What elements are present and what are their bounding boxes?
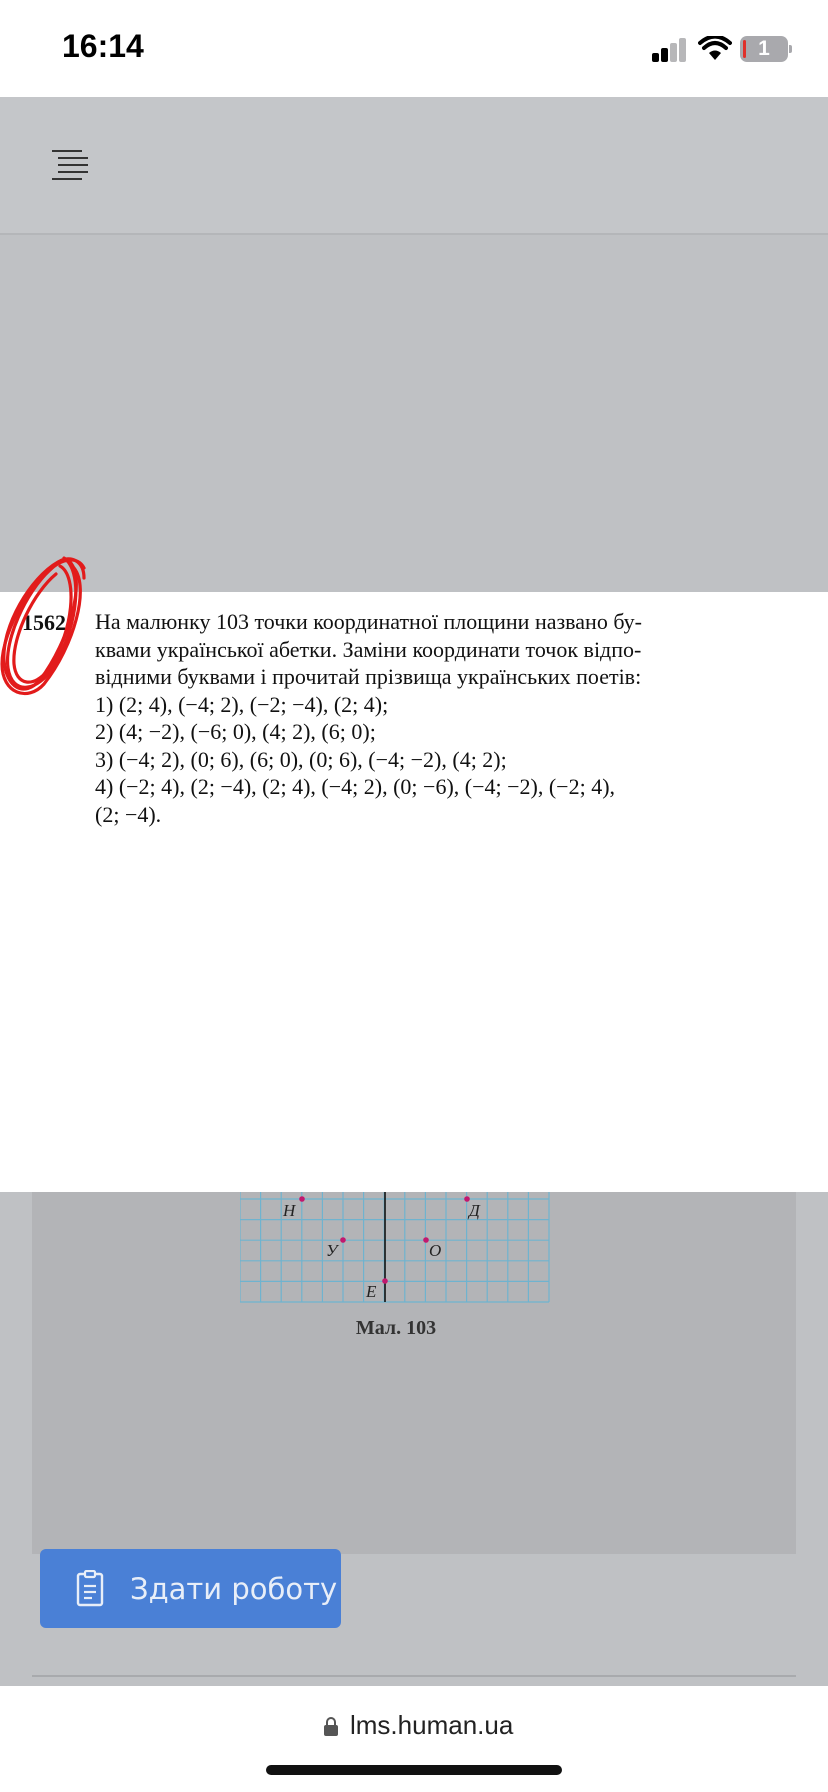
coordinate-grid (240, 1192, 552, 1304)
point-o (423, 1237, 429, 1243)
submit-work-button[interactable] (40, 1549, 341, 1628)
point-label-e: Е (366, 1282, 377, 1301)
menu-icon[interactable] (52, 150, 88, 180)
lock-icon (323, 1716, 339, 1736)
problem-text (95, 608, 779, 828)
point-n (299, 1196, 305, 1202)
battery-icon (740, 36, 792, 62)
problem-line: квами української абетки. Заміни координати точок відпо- (95, 636, 642, 662)
problem-line: (2; −4). (95, 801, 162, 827)
submit-label: Здати роботу (130, 1572, 338, 1606)
wifi-icon (698, 36, 732, 62)
problem-line: 3) (−4; 2), (0; 6), (6; 0), (0; 6), (−4; −2), (4; 2); (95, 746, 507, 772)
red-circle-annotation (0, 548, 94, 698)
point-label-n: Н (283, 1201, 296, 1220)
point-label-o: О (429, 1241, 442, 1260)
status-time: 16:14 (62, 28, 144, 64)
figure-caption: Мал. 103 (355, 1317, 437, 1339)
point-u (340, 1237, 346, 1243)
problem-line: 4) (−2; 4), (2; −4), (2; 4), (−4; 2), (0; −6), (−4; −2), (−2; 4), (95, 774, 616, 799)
problem-line: На малюнку 103 точки координатної площини названо бу- (95, 609, 643, 634)
point-label-u: У (326, 1241, 338, 1260)
battery-level: 1 (758, 37, 770, 60)
url-text[interactable]: lms.human.ua (350, 1710, 514, 1740)
clipboard-icon (76, 1570, 104, 1607)
problem-line: 2) (4; −2), (−6; 0), (4; 2), (6; 0); (95, 719, 376, 744)
problem-line: 1) (2; 4), (−4; 2), (−2; −4), (2; 4); (95, 691, 389, 717)
point-label-d: Д (469, 1201, 480, 1220)
status-bar (0, 0, 828, 97)
signal-icon (652, 38, 688, 62)
home-indicator[interactable] (266, 1765, 562, 1775)
problem-line: відними буквами і прочитай прізвища українських поетів: (95, 664, 642, 689)
point-e (382, 1278, 388, 1284)
divider (32, 1675, 796, 1677)
app-header (0, 97, 828, 235)
problem-number: 1562. (22, 610, 72, 635)
